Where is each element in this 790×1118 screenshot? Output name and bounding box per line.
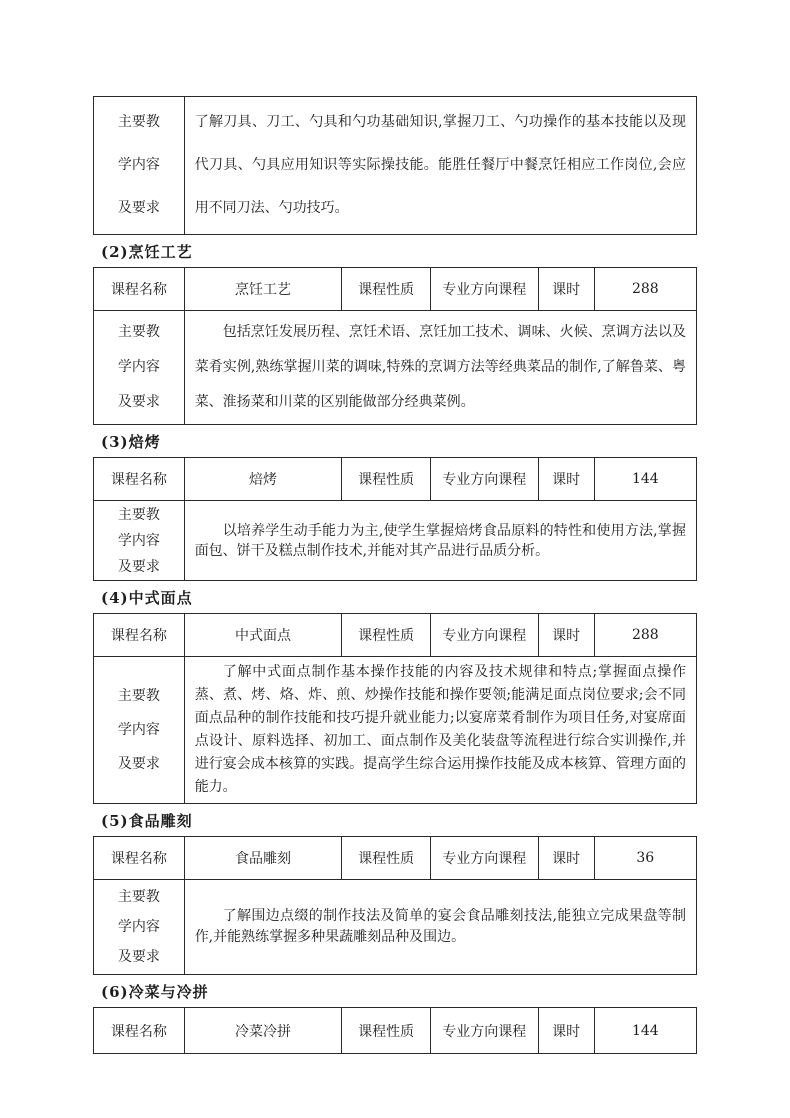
course-name-label: 课程名称	[110, 282, 167, 298]
course-table	[93, 1007, 697, 1054]
course-description-cell	[184, 501, 696, 580]
course-name-label: 课程名称	[110, 1023, 167, 1040]
hours-label: 课时	[538, 614, 594, 656]
course-content-row	[94, 97, 696, 234]
hours-value: 36	[594, 837, 696, 879]
content-requirements-label	[94, 97, 184, 234]
course-nature-value: 专业方向课程	[430, 614, 538, 656]
content-label-line: 学内容	[117, 722, 160, 738]
course-content-row	[94, 500, 696, 580]
content-requirements-label	[94, 311, 184, 424]
course-nature-value: 专业方向课程	[430, 268, 538, 310]
course-section	[93, 587, 697, 804]
course-content-row	[94, 656, 696, 803]
hours-value: 288	[594, 268, 696, 310]
course-name-label: 课程名称	[110, 472, 167, 488]
course-name-value: 中式面点	[184, 614, 342, 656]
course-table	[93, 96, 697, 235]
course-section	[93, 810, 697, 975]
course-section	[93, 981, 697, 1054]
hours-value: 144	[594, 1008, 696, 1053]
section-heading: (4)中式面点	[101, 589, 193, 607]
course-nature-label: 课程性质	[341, 614, 429, 656]
section-heading: (5)食品雕刻	[101, 812, 193, 830]
course-nature-value: 专业方向课程	[430, 837, 538, 879]
hours-label: 课时	[538, 1008, 594, 1053]
course-description: 了解围边点缀的制作技法及简单的宴会食品雕刻技法,能独立完成果盘等制作,并能熟练掌握多种果蔬雕刻品种及围边。	[194, 908, 686, 945]
course-description: 了解刀具、刀工、勺具和勺功基础知识,掌握刀工、勺功操作的基本技能以及现代刀具、勺具应用知识等实际操技能。能胜任餐厅中餐烹饪相应工作岗位,会应用不同刀法、勺功技巧。	[194, 114, 686, 216]
hours-label: 课时	[538, 837, 594, 879]
hours-value: 288	[594, 614, 696, 656]
course-content-row	[94, 879, 696, 974]
course-description: 包括烹饪发展历程、烹饪术语、烹饪加工技术、调味、火候、烹调方法以及菜肴实例,熟练掌握川菜的调味,特殊的烹调方法等经典菜品的制作,了解鲁菜、粤菜、淮扬菜和川菜的区别能做部分经典菜例。	[194, 324, 686, 410]
course-nature-label: 课程性质	[341, 1008, 429, 1053]
course-section	[93, 431, 697, 581]
content-label-line: 学内容	[117, 532, 160, 549]
hours-label: 课时	[538, 268, 594, 310]
course-header-row	[94, 268, 696, 310]
course-nature-label: 课程性质	[341, 268, 429, 310]
course-name-label: 课程名称	[110, 851, 167, 867]
content-label-line: 及要求	[117, 200, 160, 216]
course-name-value: 烹饪工艺	[184, 268, 342, 310]
course-header-row	[94, 837, 696, 879]
section-heading: (2)烹饪工艺	[101, 243, 193, 261]
content-label-line: 及要求	[117, 558, 160, 575]
course-description: 以培养学生动手能力为主,使学生掌握焙烤食品原料的特性和使用方法,掌握面包、饼干及糕点制作技术,并能对其产品进行品质分析。	[194, 522, 686, 559]
course-nature-value: 专业方向课程	[430, 458, 538, 500]
course-content-row	[94, 310, 696, 424]
content-requirements-label	[94, 657, 184, 803]
content-label-line: 学内容	[117, 157, 160, 173]
content-label-line: 主要教	[117, 889, 160, 905]
content-label-line: 学内容	[117, 359, 160, 375]
course-description: 了解中式面点制作基本操作技能的内容及技术规律和特点;掌握面点操作蒸、煮、烤、烙、炸、煎、炒操作技能和操作要领;能满足面点岗位要求;会不同面点品种的制作技能和技巧提升就业能力;以宴席菜肴制作为项目任务,对宴席面点设计、原料选择、初加工、面点制作及美化装盘等流程进行综合实训操作,并进行宴会成本核算的实践。提高学生综合运用操作技能及成本核算、管理方面的能力。	[194, 664, 686, 795]
course-table	[93, 836, 697, 975]
content-requirements-label	[94, 501, 184, 580]
course-header-row	[94, 458, 696, 500]
course-section	[93, 96, 697, 235]
course-table	[93, 267, 697, 425]
content-label-line: 及要求	[117, 394, 160, 410]
course-nature-value: 专业方向课程	[430, 1008, 538, 1053]
course-table	[93, 613, 697, 804]
course-name-value: 食品雕刻	[184, 837, 342, 879]
section-heading: (3)焙烤	[101, 433, 161, 451]
course-name-value: 冷菜冷拼	[184, 1008, 342, 1053]
content-label-line: 主要教	[117, 114, 160, 130]
course-table	[93, 457, 697, 581]
course-nature-label: 课程性质	[341, 458, 429, 500]
course-nature-label: 课程性质	[341, 837, 429, 879]
content-label-line: 及要求	[117, 949, 160, 965]
content-label-line: 主要教	[117, 506, 160, 523]
course-name-label: 课程名称	[110, 628, 167, 644]
content-label-line: 及要求	[117, 756, 160, 772]
course-description-cell	[184, 311, 696, 424]
hours-value: 144	[594, 458, 696, 500]
section-heading: (6)冷菜与冷拼	[101, 983, 209, 1001]
content-label-line: 学内容	[117, 919, 160, 935]
course-name-value: 焙烤	[184, 458, 342, 500]
content-label-line: 主要教	[117, 688, 160, 704]
course-description-cell	[184, 880, 696, 974]
course-section	[93, 241, 697, 425]
content-label-line: 主要教	[117, 324, 160, 340]
document-body	[93, 96, 697, 1054]
hours-label: 课时	[538, 458, 594, 500]
course-description-cell	[184, 657, 696, 803]
course-description-cell	[184, 97, 696, 234]
content-requirements-label	[94, 880, 184, 974]
course-header-row	[94, 1008, 696, 1053]
course-header-row	[94, 614, 696, 656]
